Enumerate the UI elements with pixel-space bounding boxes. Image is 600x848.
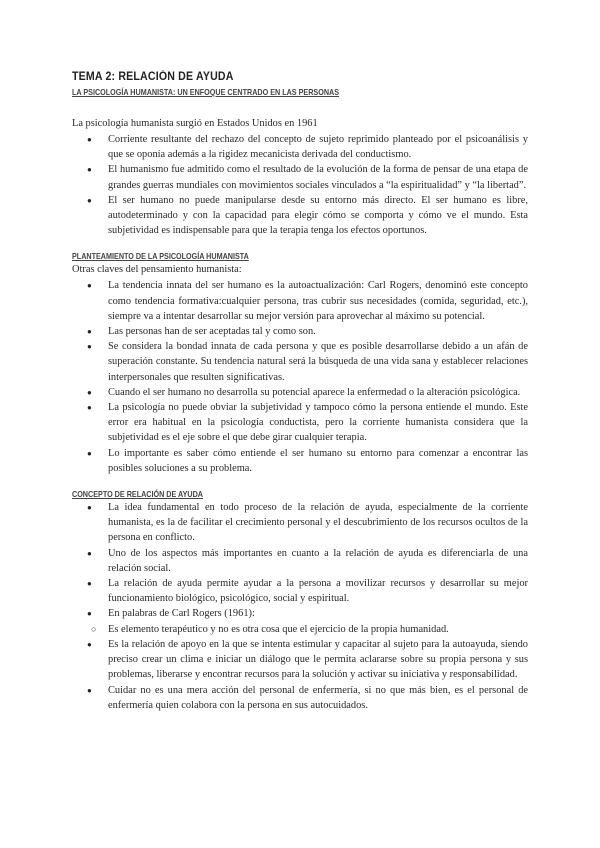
list-item: ● Es la relación de apoyo en la que se intenta estimular y capacitar al sujeto para la autoayuda, siendo preciso crear un clima e iniciar un diálogo que le permita aclararse sobre su propia persona y sus problemas, liberarse y encontrar recursos para la solución y activar su iniciativa y responsabilidad. [72, 637, 528, 683]
section3-sub-bullet-list [72, 622, 528, 637]
section-heading-relacion-de-ayuda: CONCEPTO DE RELACIÓN DE AYUDA [72, 489, 204, 500]
list-item: ● El ser humano no puede manipularse desde su entorno más directo. El ser humano es libre, autodeterminado y con la capacidad para elegir cómo se comporta y cómo ve el mundo. Esta subjetividad es indispensable para que la terapia tenga los efectos oportunos. [72, 193, 528, 239]
section-heading-planteamiento: PLANTEAMIENTO DE LA PSICOLOGÍA HUMANISTA [72, 251, 249, 262]
list-item: ● Se considera la bondad innata de cada persona y que es posible desarrollarse debido a un afán de superación constante. Su tendencia natural será la búsqueda de una vida sana y establecer relaciones interpersonales que resulten significativas. [72, 339, 528, 385]
list-item [72, 606, 528, 621]
list-item: ● Uno de los aspectos más importantes en cuanto a la relación de ayuda es diferenciarla de una relación social. [72, 546, 528, 576]
list-item: ● La psicología no puede obviar la subjetividad y tampoco cómo la persona entiende el mundo. Este error era habitual en la psicología conductista, pero la corriente humanista considera que la subjetividad es el eje sobre el que debe girar cualquier terapia. [72, 400, 528, 446]
list-item: ● La idea fundamental en todo proceso de la relación de ayuda, especialmente de la corriente humanista, es la de facilitar el crecimiento personal y el descubrimiento de los recursos ocultos de la persona en conflicto. [72, 500, 528, 546]
list-item: ● Lo importante es saber cómo entiende el ser humano su entorno para comenzar a encontrar las posibles soluciones a su problema. [72, 446, 528, 476]
list-item: ● El humanismo fue admitido como el resultado de la evolución de la forma de pensar de una etapa de grandes guerras mundiales con movimientos sociales vinculados a “la espiritualidad” y “la libertad”. [72, 162, 528, 192]
sub-list-item: ○ Es elemento terapéutico y no es otra cosa que el ejercicio de la propia humanidad. [72, 622, 528, 637]
section3-bullet-list [72, 500, 528, 622]
list-item: ● La relación de ayuda permite ayudar a la persona a movilizar recursos y desarrollar su mejor funcionamiento biológico, psicológico, social y espiritual. [72, 576, 528, 606]
list-item: ● Las personas han de ser aceptadas tal y como son. [72, 324, 528, 339]
rogers-quote-lead: En palabras de Carl Rogers (1961): [108, 608, 255, 620]
list-item: ● La tendencia innata del ser humano es la autoactualización: Carl Rogers, denominó este concepto como tendencia formativa:cualquier persona, tras cubrir sus necesidades (comida, seguridad, etc.), siempre va a intentar desarrollar su mejor versión para aprovechar al máximo su potencial. [72, 278, 528, 324]
list-item: ● Cuando el ser humano no desarrolla su potencial aparece la enfermedad o la alteración psicológica. [72, 385, 528, 400]
document-page [72, 71, 528, 713]
section2-intro: Otras claves del pensamiento humanista: [72, 264, 242, 276]
document-title: TEMA 2: RELACIÓN DE AYUDA [72, 71, 234, 83]
section1-intro: La psicología humanista surgió en Estados Unidos en 1961 [72, 118, 318, 129]
section2-bullet-list [72, 278, 528, 476]
section3-bullet-list-continued [72, 637, 528, 713]
list-item: ● Cuidar no es una mera acción del personal de enfermería, si no que más bien, es el personal de enfermería quien colabora con la persona en sus autocuidados. [72, 683, 528, 713]
section1-bullet-list [72, 132, 528, 238]
list-item: ● Corriente resultante del rechazo del concepto de sujeto reprimido planteado por el psicoanálisis y que se oponía además a la rigidez mecanicista derivada del conductismo. [72, 132, 528, 162]
section-heading-humanist-psychology: LA PSICOLOGÍA HUMANISTA: UN ENFOQUE CENTRADO EN LAS PERSONAS [72, 87, 340, 97]
